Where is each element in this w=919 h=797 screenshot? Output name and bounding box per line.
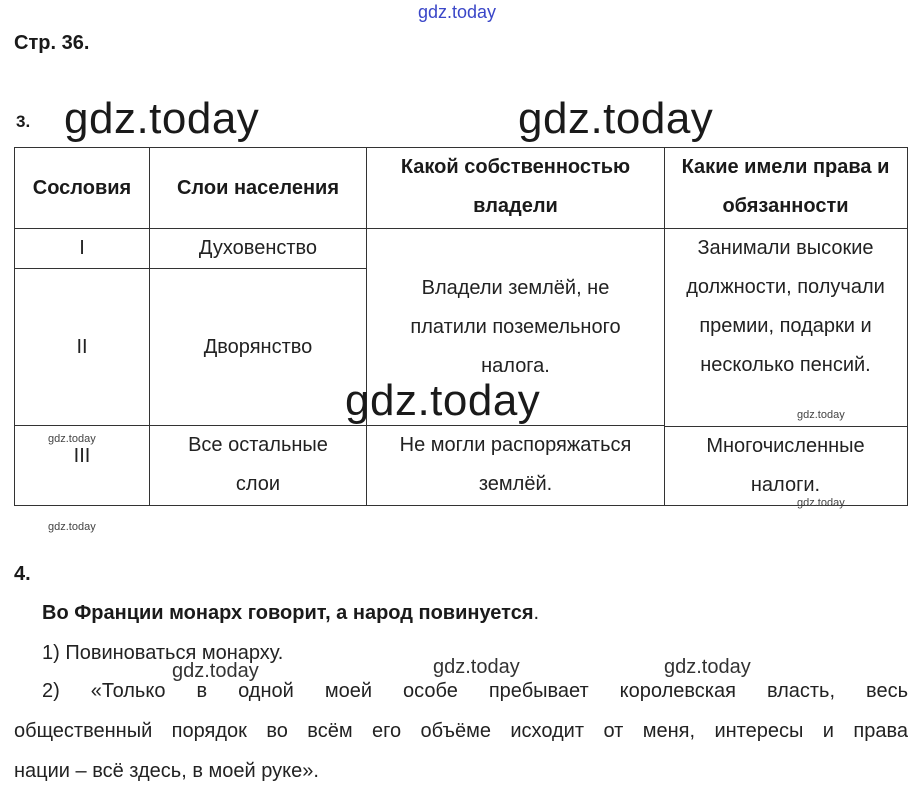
watermark-large-2: gdz.today [518, 94, 714, 143]
task4-number: 4. [14, 563, 31, 585]
table-cell-layer-1: Духовенство [150, 229, 367, 269]
header-estates: Сословия [15, 148, 150, 229]
watermark-mid-3: gdz.today [664, 656, 751, 678]
task4-line2a: 2) «Только в одной моей особе пребывает королевская власть, весь [42, 680, 908, 702]
task4-line1: 1) Повиноваться монарху. [42, 642, 284, 664]
task4-heading-end: . [533, 602, 540, 624]
header-layers: Слои населения [150, 148, 367, 229]
header-rights: Какие имели права и обязанности [664, 147, 908, 228]
table-cell-estate-3: III [15, 426, 150, 506]
table-cell-shared-rights: Занимали высокие должности, получали премии, подарки и несколько пенсий. [664, 228, 908, 426]
table-cell-estate-1: I [15, 229, 150, 269]
header-property: Какой собственностью владели [367, 148, 665, 229]
watermark-top: gdz.today [418, 2, 497, 22]
table-cell-shared-property: Владели землёй, не платили поземельного налога. [367, 229, 665, 426]
watermark-mid-1: gdz.today [172, 660, 259, 682]
watermark-small-3: gdz.today [797, 497, 845, 509]
rights-column [664, 147, 908, 506]
watermark-mid-2: gdz.today [433, 656, 520, 678]
task4-heading-bold: Во Франции монарх говорит, а народ повинуется [42, 602, 534, 624]
watermark-large-3: gdz.today [345, 376, 541, 425]
table-cell-layer-3: Все остальные слои [150, 426, 367, 506]
task4-line2c: нации – всё здесь, в моей руке». [14, 760, 319, 782]
watermark-small-1: gdz.today [797, 409, 845, 421]
table-cell-layer-2: Дворянство [150, 269, 367, 426]
task4-line2b: общественный порядок во всём его объёме исходит от меня, интересы и права [14, 720, 908, 742]
watermark-small-2: gdz.today [48, 433, 96, 445]
table-cell-estate-2: II [15, 269, 150, 426]
table-cell-rights-3: Многочисленные налоги. [664, 426, 908, 506]
watermark-small-4: gdz.today [48, 521, 96, 533]
task4-heading [42, 594, 539, 632]
estates-table [14, 147, 665, 506]
page-label: Стр. 36. [14, 32, 90, 54]
task3-number: 3. [16, 112, 31, 131]
table-cell-property-3: Не могли распоряжаться землёй. [367, 426, 665, 506]
watermark-large-1: gdz.today [64, 94, 260, 143]
